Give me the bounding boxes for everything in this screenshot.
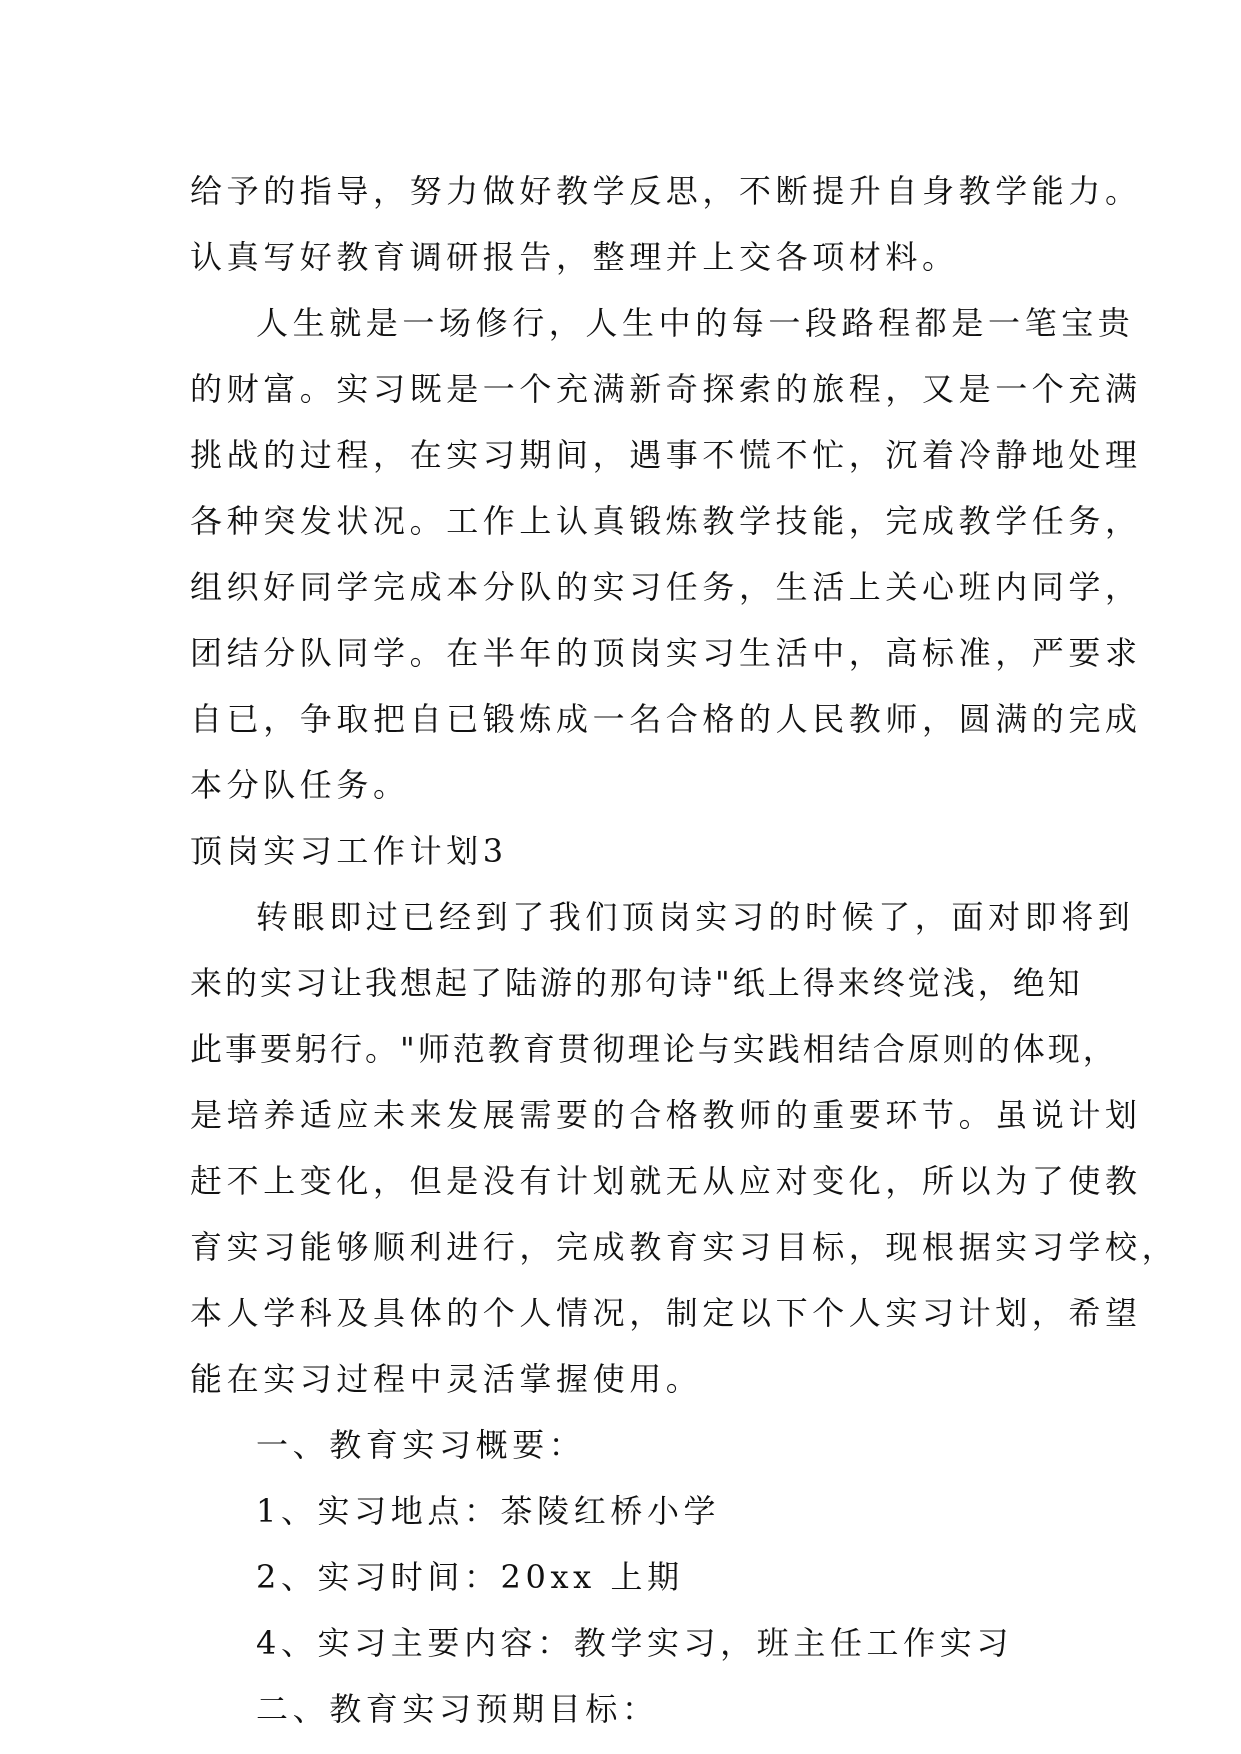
paragraph-line: 是培养适应未来发展需要的合格教师的重要环节。虽说计划 bbox=[190, 1096, 1142, 1134]
paragraph-line: 给予的指导，努力做好教学反思，不断提升自身教学能力。 bbox=[190, 172, 1142, 210]
paragraph-line: 本人学科及具体的个人情况，制定以下个人实习计划，希望 bbox=[190, 1294, 1142, 1332]
paragraph-line: 此事要躬行。"师范教育贯彻理论与实践相结合原则的体现， bbox=[190, 1030, 1118, 1068]
paragraph-line: 的财富。实习既是一个充满新奇探索的旅程，又是一个充满 bbox=[190, 370, 1142, 408]
paragraph-line: 团结分队同学。在半年的顶岗实习生活中，高标准，严要求 bbox=[190, 634, 1142, 672]
paragraph-line: 赶不上变化，但是没有计划就无从应对变化，所以为了使教 bbox=[190, 1162, 1142, 1200]
paragraph-line: 挑战的过程，在实习期间，遇事不慌不忙，沉着冷静地处理 bbox=[190, 436, 1142, 474]
list-item: 1、实习地点：茶陵红桥小学 bbox=[256, 1492, 721, 1530]
document-body bbox=[190, 158, 1179, 1742]
list-heading: 一、教育实习概要： bbox=[256, 1426, 586, 1464]
paragraph-line: 各种突发状况。工作上认真锻炼教学技能，完成教学任务， bbox=[190, 502, 1142, 540]
section-heading: 顶岗实习工作计划3 bbox=[190, 832, 508, 870]
list-item: 2、实习时间：20xx 上期 bbox=[256, 1558, 684, 1596]
paragraph-line: 认真写好教育调研报告，整理并上交各项材料。 bbox=[190, 238, 959, 276]
paragraph-line: 自已，争取把自已锻炼成一名合格的人民教师，圆满的完成 bbox=[190, 700, 1142, 738]
paragraph-line: 育实习能够顺利进行，完成教育实习目标，现根据实习学校， bbox=[190, 1228, 1179, 1266]
paragraph-line: 来的实习让我想起了陆游的那句诗"纸上得来终觉浅，绝知 bbox=[190, 964, 1083, 1002]
paragraph-line: 转眼即过已经到了我们顶岗实习的时候了，面对即将到 bbox=[256, 898, 1135, 936]
paragraph-line: 人生就是一场修行，人生中的每一段路程都是一笔宝贵 bbox=[256, 304, 1135, 342]
paragraph-line: 本分队任务。 bbox=[190, 766, 410, 804]
list-heading: 二、教育实习预期目标： bbox=[256, 1690, 659, 1728]
list-item: 4、实习主要内容：教学实习，班主任工作实习 bbox=[256, 1624, 1013, 1662]
paragraph-line: 能在实习过程中灵活掌握使用。 bbox=[190, 1360, 703, 1398]
paragraph-line: 组织好同学完成本分队的实习任务，生活上关心班内同学， bbox=[190, 568, 1142, 606]
